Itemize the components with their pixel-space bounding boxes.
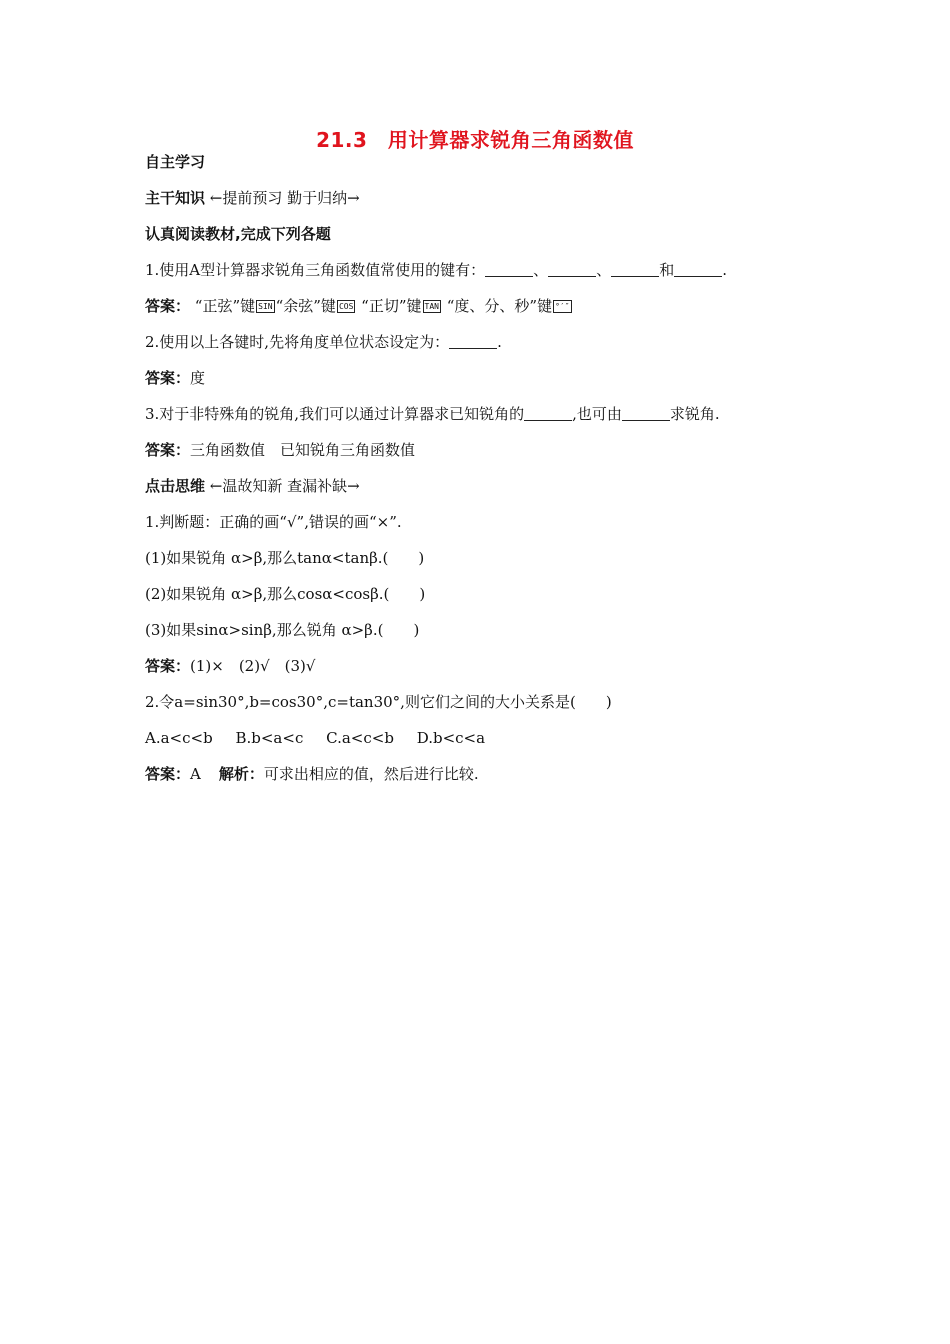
answer-label: 答案： <box>145 441 191 459</box>
tf-item-3: (3)如果sinα>sinβ,那么锐角 α>β.( ) <box>145 621 420 639</box>
question-3: 3.对于非特殊角的锐角,我们可以通过计算器求已知锐角的 ,也可由 求锐角. <box>145 405 720 423</box>
answer-blank <box>548 262 596 277</box>
sin-key-icon: SIN <box>258 302 273 311</box>
tf-item-1: (1)如果锐角 α>β,那么tanα<tanβ.( ) <box>145 549 425 567</box>
choice-question: 2.令a=sin30°,b=cos30°,c=tan30°,则它们之间的大小关系是( ) <box>145 693 612 711</box>
subsection-main-knowledge <box>145 188 360 208</box>
dms-key-icon: °′″ <box>555 302 570 311</box>
choice-options <box>145 728 485 748</box>
subsection-thinking <box>145 476 360 496</box>
page-title: 21.3 用计算器求锐角三角函数值 <box>316 128 634 152</box>
answer-blank <box>524 406 572 421</box>
answer-label: 答案： <box>145 657 191 675</box>
subsection-tag: ←温故知新 查漏补缺→ <box>209 477 360 495</box>
answer-2: 答案：度 <box>145 369 206 387</box>
option-a: A.a<c<b <box>145 729 213 747</box>
option-c: C.a<c<b <box>326 729 394 747</box>
answer-label: 答案： <box>145 297 191 315</box>
option-d: D.b<c<a <box>416 729 486 747</box>
option-b: B.b<a<c <box>235 729 304 747</box>
question-1: 1.使用A型计算器求锐角三角函数值常使用的键有： 、 、 和 . <box>145 261 727 279</box>
subsection-heading: 主干知识 <box>145 189 206 207</box>
tf-item-2: (2)如果锐角 α>β,那么cosα<cosβ.( ) <box>145 585 426 603</box>
answer-blank <box>611 262 659 277</box>
answer-5: 答案：A 解析：可求出相应的值，然后进行比较. <box>145 765 479 783</box>
answer-1: 答案： “正弦”键 SIN “余弦”键 COS “正切”键 TAN “度、分、秒”键 °′″ <box>145 297 570 315</box>
cos-key-icon: COS <box>338 302 354 311</box>
answer-label: 答案： <box>145 369 191 387</box>
answer-blank <box>449 334 497 349</box>
tan-key-icon: TAN <box>424 302 439 311</box>
answer-blank <box>485 262 533 277</box>
answer-blank <box>674 262 722 277</box>
answer-3: 答案：三角函数值 已知锐角三角函数值 <box>145 441 416 459</box>
instruction-text: 认真阅读教材,完成下列各题 <box>145 225 331 243</box>
answer-label: 答案： <box>145 765 191 783</box>
subsection-heading: 点击思维 <box>145 477 206 495</box>
question-2: 2.使用以上各键时,先将角度单位状态设定为： . <box>145 333 502 351</box>
true-false-question: 1.判断题：正确的画“√”,错误的画“×”. <box>145 513 402 531</box>
section-heading: 自主学习 <box>145 153 206 171</box>
answer-4: 答案：(1)× (2)√ (3)√ <box>145 657 316 675</box>
subsection-tag: ←提前预习 勤于归纳→ <box>209 189 360 207</box>
answer-blank <box>622 406 670 421</box>
analysis-label: 解析： <box>218 765 264 783</box>
